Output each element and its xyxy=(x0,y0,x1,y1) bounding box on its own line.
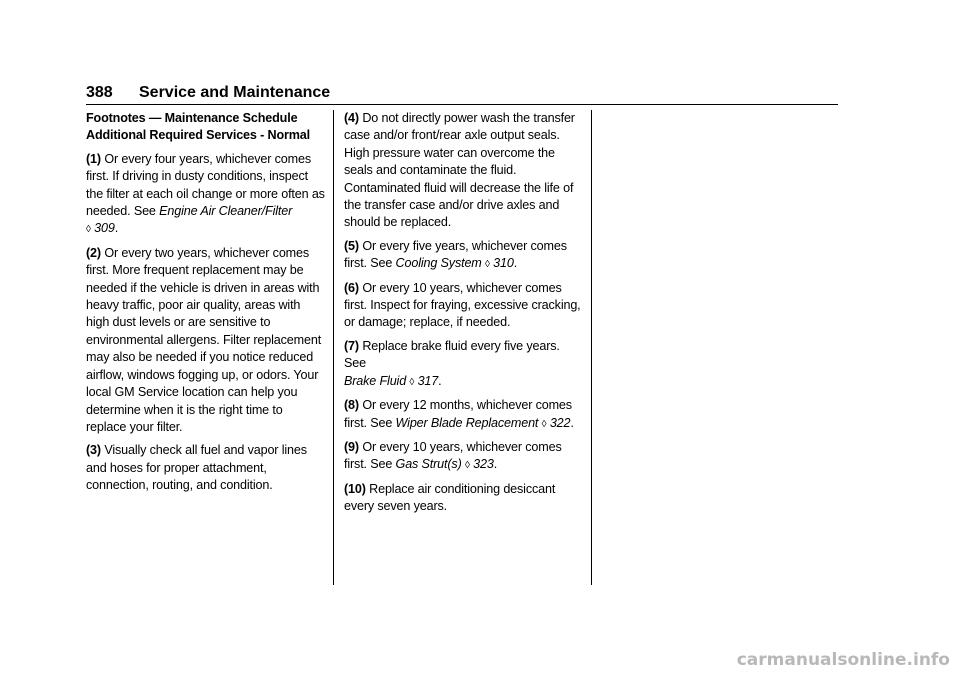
sentence-end: . xyxy=(114,221,119,236)
column-divider-right xyxy=(591,110,592,585)
page-reference-icon: ◊ xyxy=(464,460,470,472)
footnote-text: Or every 12 months, whichever comes first. See xyxy=(344,398,572,430)
sentence-end: . xyxy=(570,415,574,430)
page-reference-icon: ◊ xyxy=(86,224,91,236)
footnote-8 xyxy=(344,397,584,433)
footnote-3 xyxy=(86,442,326,494)
footnote-number: (2) xyxy=(86,245,101,260)
footnote-number: (3) xyxy=(86,443,101,458)
footnote-number: (1) xyxy=(86,151,101,166)
footnote-5 xyxy=(344,238,584,274)
footnote-number: (4) xyxy=(344,111,359,125)
footnote-text: Or every two years, whichever comes first. More frequent replacement may be needed if the vehicle is driven in areas with heavy traffic, poor air quality, areas with high dust levels or are sensitive to environmental allergens. Filter replacement may also be needed if you notice reduced airflow, windows fogging up, or odors. Your local GM Service location can help you determine when it is the right time to replace your filter. xyxy=(86,245,322,434)
footnote-text: Or every 10 years, whichever comes first. See xyxy=(344,439,562,472)
footnote-text: Replace air conditioning desiccant every seven years. xyxy=(344,481,556,514)
footnote-10 xyxy=(344,481,584,516)
footnote-number: (6) xyxy=(344,280,359,295)
footnote-number: (9) xyxy=(344,439,359,454)
footnote-number: (10) xyxy=(344,481,366,496)
footnote-number: (7) xyxy=(344,338,359,353)
cross-reference-link[interactable]: Engine Air Cleaner/Filter xyxy=(159,204,293,219)
right-column xyxy=(344,110,584,522)
left-column xyxy=(86,110,326,501)
footnote-text: Or every four years, whichever comes first. If driving in dusty conditions, inspect the filter at each oil change or more often as needed. See xyxy=(86,151,325,219)
cross-reference-link[interactable]: Cooling System xyxy=(395,256,482,271)
page-reference-icon: ◊ xyxy=(409,376,415,388)
cross-reference-link[interactable]: Brake Fluid xyxy=(344,373,407,388)
footnotes-heading xyxy=(86,110,326,145)
sentence-end: . xyxy=(438,373,442,388)
page-reference[interactable]: 309 xyxy=(94,221,115,236)
page-reference[interactable]: 310 xyxy=(493,256,514,271)
footnote-4 xyxy=(344,110,584,232)
footnote-number: (5) xyxy=(344,238,359,253)
footnote-number: (8) xyxy=(344,398,359,413)
page-number: 388 xyxy=(86,84,113,101)
footnote-text: Or every five years, whichever comes first. See xyxy=(344,238,567,271)
footnotes-heading-line1: Footnotes — Maintenance Schedule xyxy=(86,111,298,125)
page-header xyxy=(86,84,838,105)
watermark: carmanualsonline.info xyxy=(736,650,950,670)
footnote-6 xyxy=(344,280,584,332)
page-reference[interactable]: 317 xyxy=(417,373,439,388)
cross-reference-link[interactable]: Gas Strut(s) xyxy=(395,457,462,472)
footnotes-heading-line2: Additional Required Services - Normal xyxy=(86,128,310,143)
page-reference[interactable]: 323 xyxy=(473,457,494,472)
footnote-7 xyxy=(344,338,584,391)
footnote-text: Replace brake fluid every five years. See xyxy=(344,338,560,371)
page-reference[interactable]: 322 xyxy=(549,415,571,430)
footnote-9 xyxy=(344,439,584,475)
section-title: Service and Maintenance xyxy=(139,84,331,101)
sentence-end: . xyxy=(493,457,498,472)
footnote-text: Or every 10 years, whichever comes first. Inspect for fraying, excessive cracking, or damage; replace, if needed. xyxy=(344,280,581,330)
footnote-1 xyxy=(86,151,326,239)
page-reference-icon: ◊ xyxy=(541,418,547,430)
sentence-end: . xyxy=(513,256,518,271)
cross-reference-link[interactable]: Wiper Blade Replacement xyxy=(395,415,539,430)
page-reference-icon: ◊ xyxy=(485,259,490,271)
footnote-2 xyxy=(86,245,326,436)
footnote-text: Visually check all fuel and vapor lines and hoses for proper attachment, connection, routing, and condition. xyxy=(86,443,307,493)
footnote-text: Do not directly power wash the transfer case and/or front/rear axle output seals. High pressure water can overcome the seals and contaminate the fluid. Contaminated fluid will decrease the life of the transfer case and/or drive axles and should be replaced. xyxy=(344,111,575,230)
column-divider-left xyxy=(333,110,334,585)
